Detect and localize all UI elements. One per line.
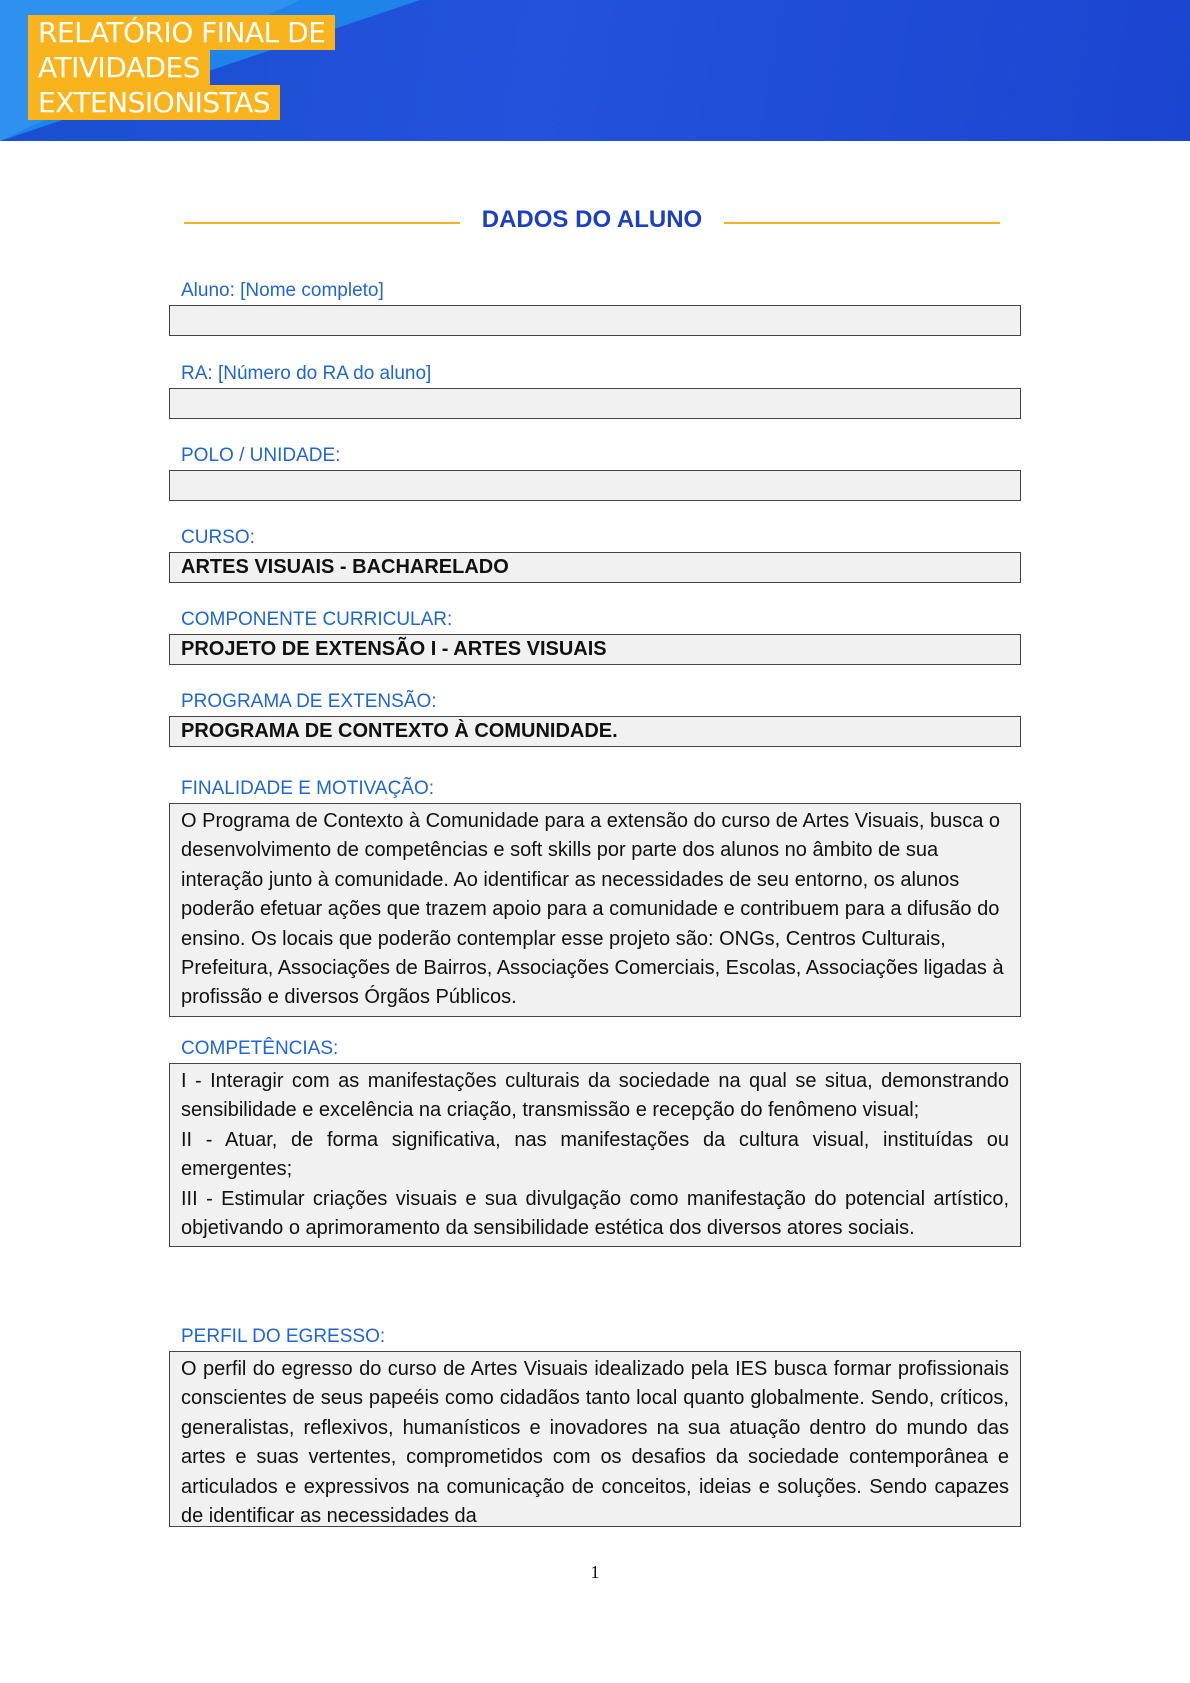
header-banner — [0, 0, 1190, 141]
field-label-ra: RA: [Número do RA do aluno] — [181, 363, 432, 384]
field-polo — [169, 444, 1021, 501]
section-header — [184, 200, 1000, 240]
field-programa — [169, 690, 1021, 747]
report-title-line-3: EXTENSIONISTAS — [28, 85, 280, 120]
field-label-perfil: PERFIL DO EGRESSO: — [181, 1326, 386, 1347]
field-ra — [169, 362, 1021, 419]
field-label-curso: CURSO: — [181, 527, 255, 548]
field-competencias — [169, 1037, 1021, 1247]
field-finalidade — [169, 777, 1021, 1017]
value-finalidade: O Programa de Contexto à Comunidade para a extensão do curso de Artes Visuais, busca o desenvolvimento de competências e soft skills por parte dos alunos no âmbito de sua interação junto à comunidade. Ao identificar as necessidades de seu entorno, os alunos poderão efetuar ações que trazem apoio para a comunidade e contribuem para a difusão do ensino. Os locais que poderão contemplar esse projeto são: ONGs, Centros Culturais, Prefeitura, Associações de Bairros, Associações Comerciais, Escolas, Associações ligadas à profissão e diversos Órgãos Públicos. — [169, 803, 1021, 1017]
input-ra[interactable] — [169, 388, 1021, 419]
report-title-line-2: ATIVIDADES — [28, 50, 210, 85]
field-label-componente: COMPONENTE CURRICULAR: — [181, 609, 453, 630]
competencia-item: II - Atuar, de forma significativa, nas manifestações da cultura visual, instituídas ou emergentes; — [181, 1128, 1009, 1181]
section-divider-right — [724, 222, 1000, 224]
section-title: DADOS DO ALUNO — [481, 206, 703, 233]
field-label-aluno: Aluno: [Nome completo] — [181, 280, 384, 301]
report-title — [28, 15, 335, 120]
field-label-polo: POLO / UNIDADE: — [181, 445, 341, 466]
field-aluno — [169, 279, 1021, 336]
input-polo[interactable] — [169, 470, 1021, 501]
field-curso — [169, 526, 1021, 583]
field-label-finalidade: FINALIDADE E MOTIVAÇÃO: — [181, 778, 435, 799]
value-competencias — [169, 1063, 1021, 1247]
competencia-item: III - Estimular criações visuais e sua divulgação como manifestação do potencial artístico, objetivando o aprimoramento da sensibilidade estética dos diversos atores sociais. — [181, 1187, 1009, 1240]
value-perfil: O perfil do egresso do curso de Artes Visuais idealizado pela IES busca formar profissionais conscientes de seus papeéis como cidadãos tanto local quanto globalmente. Sendo, críticos, generalistas, reflexivos, humanísticos e inovadores na sua atuação dentro do mundo das artes e suas vertentes, comprometidos com os desafios da sociedade contemporânea e articulados e expressivos na comunicação de conceitos, ideias e soluções. Sendo capazes de identificar as necessidades da — [169, 1351, 1021, 1527]
value-curso: ARTES VISUAIS - BACHARELADO — [169, 552, 1021, 583]
field-componente — [169, 608, 1021, 665]
field-perfil — [169, 1325, 1021, 1527]
report-title-line-1: RELATÓRIO FINAL DE — [28, 15, 335, 50]
page-number: 1 — [590, 1562, 600, 1582]
value-componente: PROJETO DE EXTENSÃO I - ARTES VISUAIS — [169, 634, 1021, 665]
value-programa: PROGRAMA DE CONTEXTO À COMUNIDADE. — [169, 716, 1021, 747]
field-label-competencias: COMPETÊNCIAS: — [181, 1038, 339, 1059]
input-aluno[interactable] — [169, 305, 1021, 336]
field-label-programa: PROGRAMA DE EXTENSÃO: — [181, 691, 437, 712]
competencia-item: I - Interagir com as manifestações culturais da sociedade na qual se situa, demonstrando sensibilidade e excelência na criação, transmissão e recepção do fenômeno visual; — [181, 1070, 1009, 1122]
